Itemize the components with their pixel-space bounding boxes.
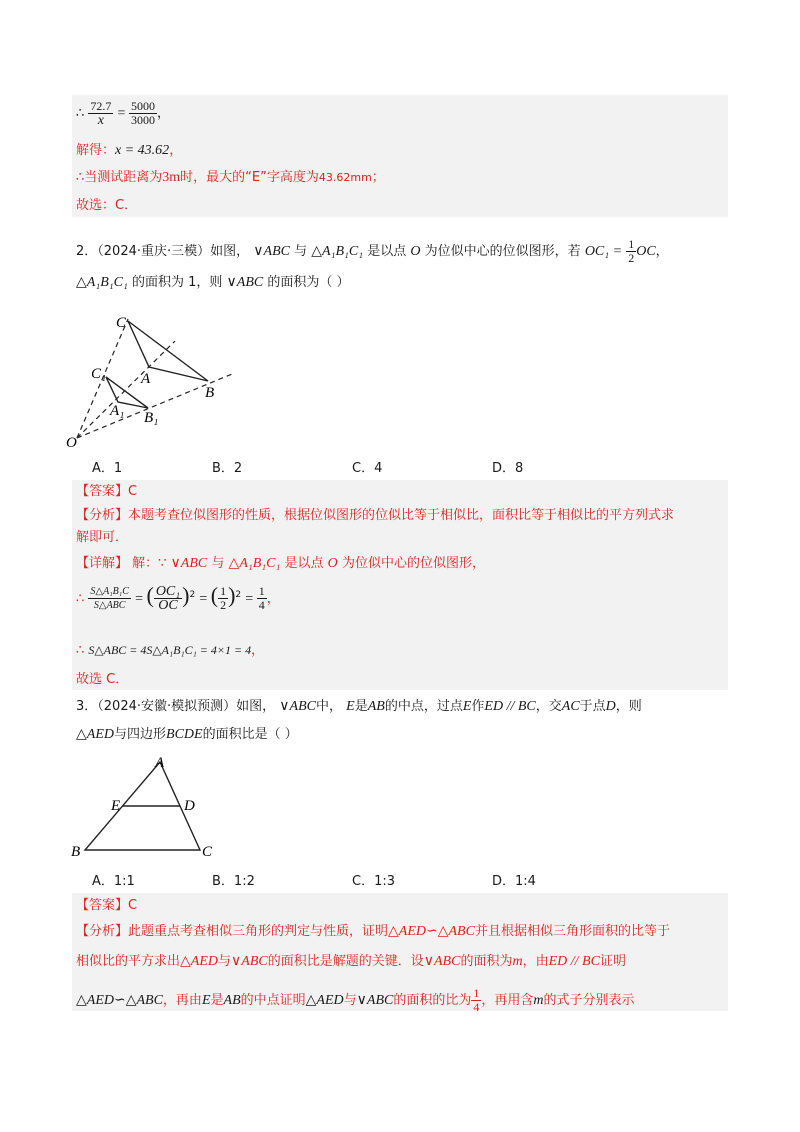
- q2-answer: 【答案】C: [76, 484, 138, 499]
- label-A1: A₁: [110, 403, 125, 419]
- label-C1: C₁: [91, 366, 107, 382]
- q3-figure: [65, 752, 225, 862]
- q2-option-d[interactable]: D．8: [492, 461, 524, 476]
- q2-option-c[interactable]: C．4: [352, 461, 383, 476]
- ratio-equation: ∴ $\frac{72.7}{x}$ = $\frac{5000}{3000}$ ，: [76, 99, 170, 128]
- q2-stem-line1: 2．（2024·重庆·三模）如图， ∨ABC 与 △A₁B₁C₁ 是以点 O 为位似中心的位似图形，若 OC₁ = $\frac{1}{2}$ OC，: [76, 237, 669, 265]
- q2-choice: 故选 C．: [76, 672, 129, 687]
- label-A: A: [155, 755, 165, 771]
- q2-option-b[interactable]: B．2: [212, 461, 243, 476]
- q3-option-b[interactable]: B．1:2: [212, 874, 255, 889]
- q2-area-ratio-eq: ∴ $\frac{\text{S△A₁B₁C}}{\text{S△ABC}}$ = ( $\frac{\text{OC₁}}{OC}$ )$^2$ = ( $\frac{1}{2}$ )$^2$ = $\frac{1}{4}$ ，: [76, 582, 280, 614]
- q2-analysis-1: 【分析】本题考查位似图形的性质，根据位似图形的位似比等于相似比，面积比等于相似比的平方列式求: [76, 508, 675, 523]
- q2-analysis-2: 解即可．: [76, 530, 129, 545]
- label-E: E: [111, 798, 121, 814]
- label-C: C: [116, 315, 127, 331]
- conclusion-line: ∴当测试距离为3m时，最大的“E”字高度为43.62mm；: [76, 170, 385, 185]
- q3-option-d[interactable]: D．1:4: [492, 874, 536, 889]
- label-D: D: [184, 798, 195, 814]
- label-B: B: [71, 844, 81, 860]
- label-A: A: [141, 371, 151, 387]
- prev-choice: 故选：C．: [76, 198, 138, 213]
- q3-analysis-3: △AED∽△ABC，再由E是AB的中点证明△AED与∨ABC的面积的比为 $\frac{1}{4}$ ，再用含m的式子分别表示: [76, 986, 635, 1014]
- q2-area-eq: ∴ S△ABC = 4S△A₁B₁C₁ = 4×1 = 4，: [76, 643, 265, 658]
- q3-stem-line2: △AED与四边形BCDE的面积比是（ ）: [76, 727, 298, 742]
- label-O: O: [66, 435, 77, 450]
- q3-stem-line1: 3．（2024·安徽·模拟预测）如图， ∨ABC中， E是AB的中点，过点E作ED // BC，交AC于点D，则: [76, 699, 642, 714]
- q3-analysis-2: 相似比的平方求出△AED与∨ABC的面积比是解题的关键．设∨ABC的面积为m，由ED // BC证明: [76, 954, 626, 969]
- q3-answer: 【答案】C: [76, 898, 138, 913]
- q2-option-a[interactable]: A．1: [92, 461, 123, 476]
- solve-line: 解得：x = 43.62，: [76, 143, 183, 158]
- q2-figure: [60, 305, 250, 450]
- q2-detail-1: 【详解】 解：∵ ∨ABC 与 △A₁B₁C₁ 是以点 O 为位似中心的位似图形，: [76, 556, 485, 571]
- label-B: B: [205, 385, 215, 401]
- q3-analysis-1: 【分析】此题重点考查相似三角形的判定与性质，证明△AED∽△ABC并且根据相似三角形面积的比等于: [76, 924, 670, 939]
- q3-option-c[interactable]: C．1:3: [352, 874, 395, 889]
- q2-stem-line2: △A₁B₁C₁ 的面积为 1，则 ∨ABC 的面积为（ ）: [76, 275, 350, 290]
- label-B1: B₁: [144, 410, 159, 426]
- q3-option-a[interactable]: A．1:1: [92, 874, 135, 889]
- label-C: C: [202, 844, 213, 860]
